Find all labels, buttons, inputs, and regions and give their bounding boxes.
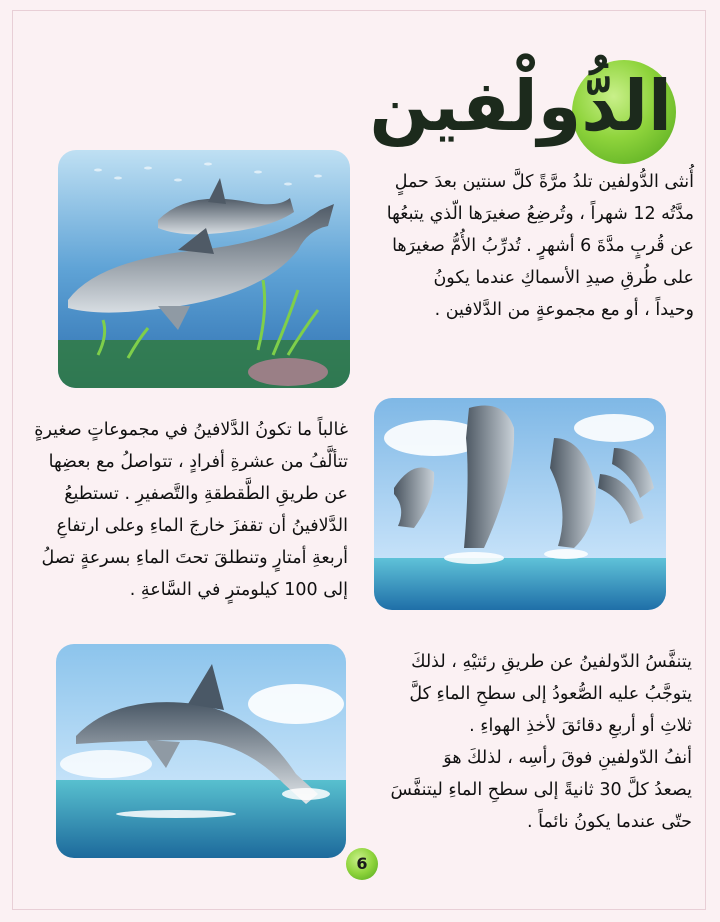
text-line: غالباً ما تكونُ الدَّلافينُ في مجموعاتٍ صغيرةٍ <box>34 420 348 440</box>
dolphin-leaping-icon <box>56 644 346 858</box>
page-title: الدُّولْفين <box>369 65 672 147</box>
dolphins-jumping-icon <box>374 398 666 610</box>
illustration-dolphins-underwater <box>58 150 350 388</box>
paragraph-breathing <box>372 646 692 838</box>
text-line: أربعةِ أمتارٍ وتنطلقَ تحتَ الماءِ بسرعةٍ تصلُ <box>41 548 348 568</box>
text-line: حتّى عندما يكونُ نائماً . <box>526 812 692 832</box>
text-line: عن قُربٍ مدَّةَ 6 أشهرٍ . تُدرِّبُ الأُمُّ صغيرَها <box>392 236 694 256</box>
text-line: على طُرقِ صيدِ الأسماكِ عندما يكونُ <box>433 268 694 288</box>
text-line: أنفُ الدّولفينِ فوقَ رأسِه ، لذلكَ هوَ <box>443 748 692 768</box>
text-line: يتوجَّبُ عليه الصُّعودُ إلى سطحِ الماءِ كلَّ <box>409 684 692 704</box>
text-line: مدَّتُه 12 شهراً ، وتُرضِعُ صغيرَها الّذي يتبعُها <box>386 204 694 224</box>
text-line: ثلاثِ أو أربعِ دقائقَ لأخذِ الهواءِ . <box>469 716 692 736</box>
text-line: عن طريقِ الطَّقطقةِ والتَّصفيرِ . تستطيعُ <box>64 484 348 504</box>
text-line: إلى 100 كيلومترٍ في السَّاعةِ . <box>129 580 348 600</box>
illustration-dolphins-jumping <box>374 398 666 610</box>
text-line: أُنثى الدُّولفين تلدُ مرَّةً كلَّ سنتين بعدَ حملٍ <box>394 172 694 192</box>
page-number: 6 <box>346 848 378 880</box>
title-banner <box>360 48 690 158</box>
paragraph-groups-and-speed <box>30 414 348 606</box>
illustration-dolphin-leaping <box>56 644 346 858</box>
text-line: يتنفَّسُ الدّولفينُ عن طريقِ رئتيْهِ ، لذلكَ <box>411 652 692 672</box>
paragraph-birth-and-nursing <box>372 166 694 326</box>
text-line: الدَّلافينُ أن تقفزَ خارجَ الماءِ وعلى ارتفاعِ <box>56 516 348 536</box>
text-line: يصعدُ كلَّ 30 ثانيةً إلى سطحِ الماءِ ليتنفَّسَ <box>390 780 692 800</box>
text-line: وحيداً ، أو مع مجموعةٍ من الدَّلافين . <box>434 300 694 320</box>
text-line: تتألَّفُ من عشرةِ أفرادٍ ، تتواصلُ مع بعضِها <box>48 452 348 472</box>
dolphin-mother-calf-icon <box>58 150 350 388</box>
